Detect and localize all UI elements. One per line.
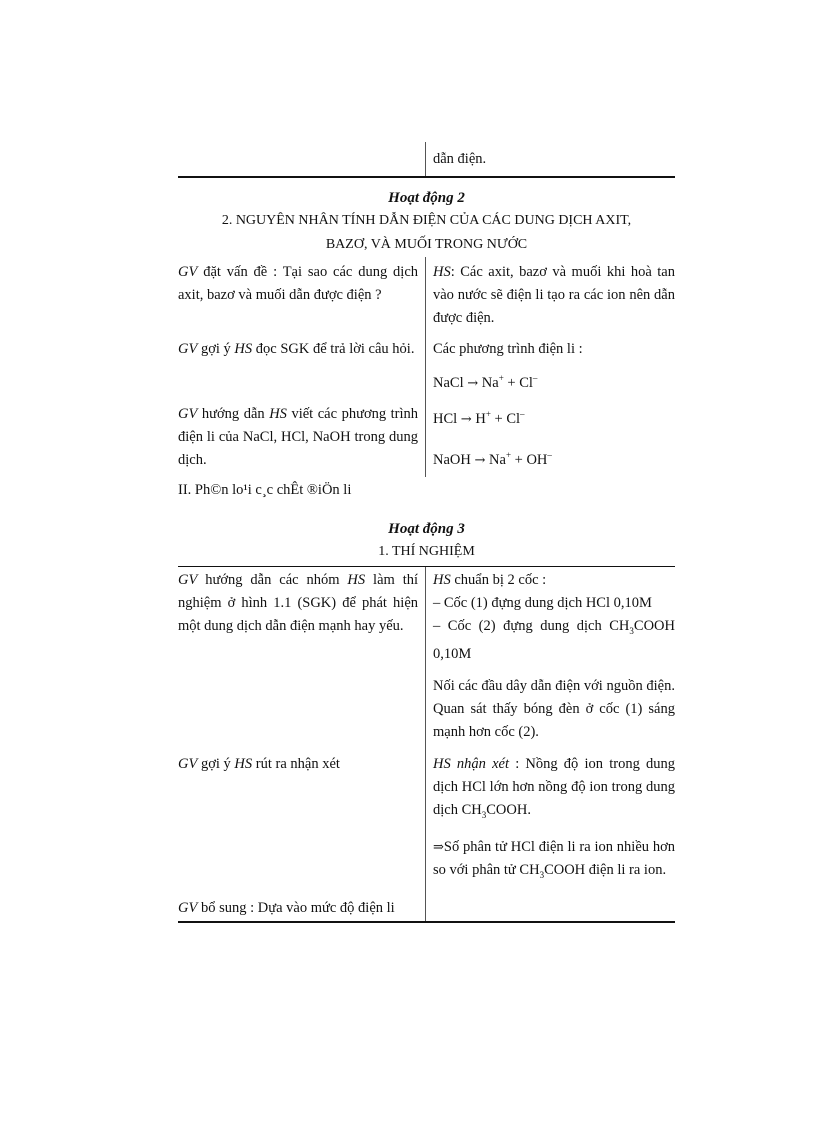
comment-text: : Nồng độ ion trong dung dịch HCl lớn hơn nồng độ ion trong dung dịch CH xyxy=(433,755,676,818)
activity3-row1-left-b: làm thí nghiệm ở hình 1.1 (SGK) để phát hiện một dung dịch dẫn điện mạnh hay yếu. xyxy=(178,571,418,634)
activity3-row1-right-a: chuẩn bị 2 cốc : xyxy=(454,571,547,588)
activity2-title-line2: BAZƠ, VÀ MUỐI TRONG NƯỚC xyxy=(325,237,528,252)
plus-sign: + xyxy=(514,451,523,468)
hs-label: HS xyxy=(433,264,451,280)
activity3-row3-right xyxy=(425,887,675,921)
charge-minus: – xyxy=(532,373,538,383)
activity2-heading: Hoạt động 2 xyxy=(388,190,465,206)
activity2-row3-left xyxy=(178,395,425,477)
eq3-reactant: NaOH xyxy=(433,451,471,468)
activity2-row3-left-tail: viết các phương trình điện li của NaCl, HCl, NaOH trong dung dịch. xyxy=(178,405,419,468)
activity3-title: 1. THÍ NGHIỆM xyxy=(378,543,475,559)
activity3-row1-right-c xyxy=(433,615,675,666)
activity3-row3-left xyxy=(178,887,425,921)
activity3-row2-right-a xyxy=(433,753,675,827)
activity3-row2-right xyxy=(425,744,675,887)
charge-plus: + xyxy=(505,449,512,460)
activity3-row2-left xyxy=(178,744,425,887)
activity2-row2-left-tail: đọc SGK để trả lời câu hỏi. xyxy=(255,341,415,357)
activity3-row1-right xyxy=(425,567,675,744)
activity2-row3 xyxy=(178,395,675,477)
top-fragment: dẫn điện. xyxy=(425,142,675,176)
activity3-row1-right-d: Nối các đầu dây dẫn điện với nguồn điện. Quan sát thấy bóng đèn ở cốc (1) sáng mạnh hơn cốc (2). xyxy=(433,677,675,740)
arrow-icon: → xyxy=(467,375,479,391)
hs-label: HS xyxy=(347,571,366,588)
implies-icon: ⇒ xyxy=(433,839,444,855)
top-row xyxy=(178,142,675,176)
eq3-anion: OH xyxy=(526,451,548,468)
activity2-row2-right xyxy=(425,330,675,395)
cup2-text: – Cốc (2) đựng dung dịch CH xyxy=(433,617,630,634)
eq1-anion: Cl xyxy=(519,374,533,391)
activity2-row3-right xyxy=(425,395,675,477)
activity2-row3-left-text: hướng dẫn xyxy=(201,405,265,422)
activity2-row1-left-text: đặt vấn đề : Tại sao các dung dịch axit, bazơ và muối dẫn được điện ? xyxy=(178,264,419,303)
subscript-3: 3 xyxy=(539,869,545,880)
subscript-3: 3 xyxy=(629,625,634,636)
section-heading: II. Ph©n lo¹i c¸c chÊt ®iÖn li xyxy=(178,481,352,498)
gv-label: GV xyxy=(178,571,198,588)
page xyxy=(178,142,675,923)
cup2-tail: COOH 0,10M xyxy=(433,617,675,662)
arrow-icon: → xyxy=(460,411,472,427)
plus-sign: + xyxy=(494,410,503,427)
activity3-row2 xyxy=(178,744,675,887)
gv-label: GV xyxy=(178,405,198,422)
activity3-row2-right-b xyxy=(433,836,675,887)
activity3-row1-right-b: – Cốc (1) đựng dung dịch HCl 0,10M xyxy=(433,594,652,611)
charge-minus: – xyxy=(520,408,525,419)
activity3-row2-left-b: rút ra nhận xét xyxy=(255,755,340,772)
hs-label: HS xyxy=(234,755,253,772)
activity2-row1-right xyxy=(425,257,675,330)
activity2-row2 xyxy=(178,330,675,395)
eq2-anion: Cl xyxy=(506,410,521,427)
eq3-cation: Na xyxy=(489,451,506,468)
activity3-row1 xyxy=(178,567,675,744)
hs-label: HS xyxy=(234,341,253,357)
gv-label: GV xyxy=(178,264,198,280)
eq1-cation: Na xyxy=(481,374,499,391)
gv-label: GV xyxy=(178,899,198,916)
equation-3 xyxy=(433,444,675,472)
eq2-cation: H xyxy=(475,410,486,427)
equation-2 xyxy=(433,403,675,431)
charge-minus: – xyxy=(547,449,552,460)
hs-label: HS xyxy=(269,405,287,422)
divider xyxy=(178,176,675,178)
eq1-reactant: NaCl xyxy=(433,374,464,391)
activity3-row3-left-text: bổ sung : Dựa vào mức độ điện li xyxy=(200,899,395,916)
activity2-row2-left xyxy=(178,330,425,395)
activity3-heading: Hoạt động 3 xyxy=(388,520,465,537)
conclusion-text: Số phân tử HCl điện li ra ion nhiều hơn so với phân tử CH xyxy=(433,838,675,878)
arrow-icon: → xyxy=(474,452,486,468)
eq2-reactant: HCl xyxy=(433,410,458,427)
comment-tail: COOH. xyxy=(486,801,531,818)
activity3-row3 xyxy=(178,887,675,921)
equations-intro: Các phương trình điện li : xyxy=(433,341,583,357)
hs-label: HS xyxy=(433,571,451,588)
hs-comment-label: HS nhận xét xyxy=(433,755,509,772)
plus-sign: + xyxy=(507,374,516,391)
gv-label: GV xyxy=(178,341,198,357)
activity3-row1-left-a: hướng dẫn các nhóm xyxy=(205,571,340,588)
activity2-row1-left xyxy=(178,257,425,330)
bottom-divider xyxy=(178,921,675,923)
equation-1 xyxy=(433,367,675,395)
subscript-3: 3 xyxy=(481,809,487,820)
activity2-row1-right-text: : Các axit, bazơ và muối khi hoà tan vào nước sẽ điện li tạo ra các ion nên dẫn được điện. xyxy=(433,264,675,326)
conclusion-tail: COOH điện li ra ion. xyxy=(544,861,667,878)
charge-plus: + xyxy=(498,373,504,383)
activity2-title-line1: 2. NGUYÊN NHÂN TÍNH DẪN ĐIỆN CỦA CÁC DUNG DỊCH AXIT, xyxy=(221,213,632,228)
activity3-row2-left-a: gợi ý xyxy=(200,755,231,772)
gv-label: GV xyxy=(178,755,198,772)
activity2-row1 xyxy=(178,257,675,330)
activity2-row2-left-text: gợi ý xyxy=(200,341,231,357)
activity3-row1-left xyxy=(178,567,425,744)
charge-plus: + xyxy=(485,408,491,419)
